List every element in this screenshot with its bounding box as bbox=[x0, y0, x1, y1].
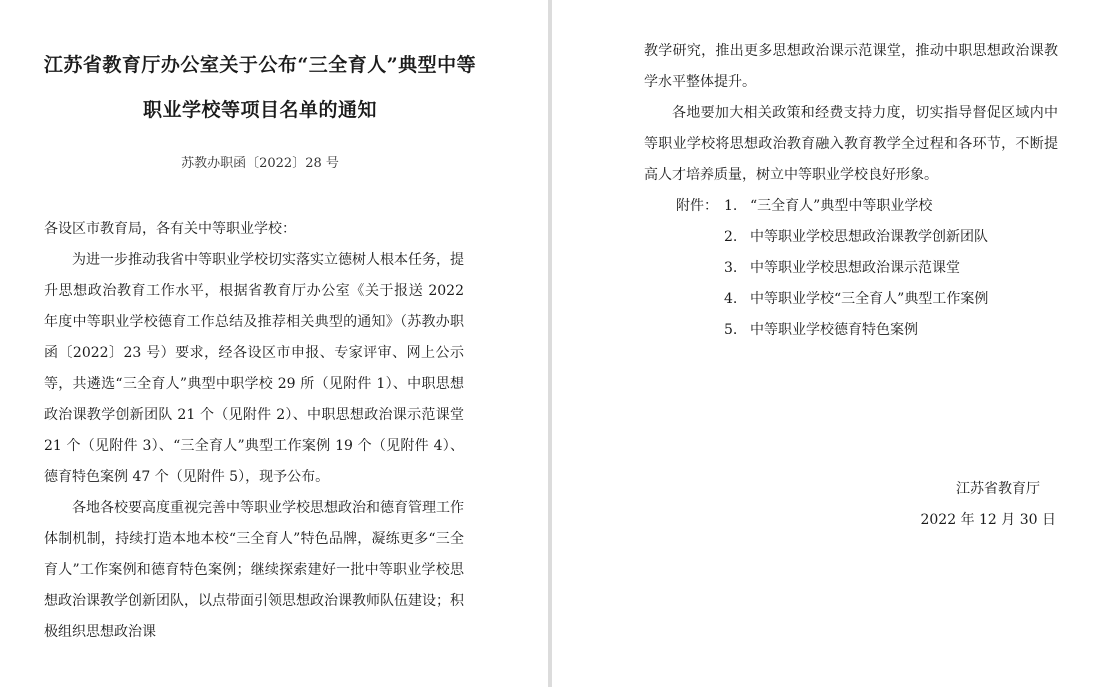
signature-organization: 江苏省教育厅 bbox=[956, 481, 1040, 497]
salutation: 各设区市教育局，各有关中等职业学校： bbox=[44, 221, 296, 237]
attachment-title: “三全育人”典型中等职业学校 bbox=[750, 198, 933, 214]
signature-date: 2022 年 12 月 30 日 bbox=[920, 512, 1056, 528]
attachment-title: 中等职业学校“三全育人”典型工作案例 bbox=[750, 291, 989, 307]
paragraph-2-continued: 教学研究，推出更多思想政治课示范课堂，推动中职思想政治课教学水平整体提升。 bbox=[644, 43, 1058, 90]
attachment-title: 中等职业学校德育特色案例 bbox=[750, 322, 918, 338]
attachment-item bbox=[644, 253, 1058, 284]
document-body-left bbox=[44, 214, 464, 648]
attachment-number: 3. bbox=[724, 260, 738, 276]
document-body-right bbox=[644, 36, 1058, 346]
attachment-number: 2. bbox=[724, 229, 738, 245]
document-page-left bbox=[0, 0, 548, 687]
attachment-item bbox=[644, 284, 1058, 315]
attachment-item bbox=[644, 315, 1058, 346]
attachment-title: 中等职业学校思想政治课教学创新团队 bbox=[750, 229, 988, 245]
document-number: 苏教办职函〔2022〕28 号 bbox=[181, 156, 339, 171]
attachments-label: 附件： bbox=[676, 198, 718, 214]
attachment-title: 中等职业学校思想政治课示范课堂 bbox=[750, 260, 960, 276]
paragraph-2: 各地各校要高度重视完善中等职业学校思想政治和德育管理工作体制机制，持续打造本地本校“三全育人”特色品牌，凝练更多“三全育人”工作案例和德育特色案例；继续探索建好一批中等职业学校思想政治课教学创新团队，以点带面引领思想政治课教师队伍建设；积极组织思想政治课 bbox=[44, 500, 464, 640]
attachment-number: 1. bbox=[724, 198, 738, 214]
paragraph-1: 为进一步推动我省中等职业学校切实落实立德树人根本任务，提升思想政治教育工作水平，根据省教育厅办公室《关于报送 2022 年度中等职业学校德育工作总结及推荐相关典型的通知》（苏教办职函〔2022〕23 号）要求，经各设区市申报、专家评审、网上公示等，共遴选“三全育人”典型中职学校 29 所（见附件 1）、中职思想政治课教学创新团队 21 个（见附件 2）、中职思想政治课示范课堂 21 个（见附件 3）、“三全育人”典型工作案例 19 个（见附件 4）、德育特色案例 47 个（见附件 5），现予公布。 bbox=[44, 252, 464, 485]
paragraph-3: 各地要加大相关政策和经费支持力度，切实指导督促区域内中等职业学校将思想政治教育融入教育教学全过程和各环节，不断提高人才培养质量，树立中等职业学校良好形象。 bbox=[644, 105, 1058, 183]
document-title-line2: 职业学校等项目名单的通知 bbox=[142, 99, 377, 121]
document-page-right bbox=[552, 0, 1108, 687]
attachment-number: 5. bbox=[724, 322, 738, 338]
attachment-number: 4. bbox=[724, 291, 738, 307]
document-title-line1: 江苏省教育厅办公室关于公布“三全育人”典型中等 bbox=[43, 54, 477, 76]
attachments-list bbox=[644, 191, 1058, 346]
attachment-item bbox=[644, 222, 1058, 253]
attachment-item bbox=[644, 191, 1058, 222]
